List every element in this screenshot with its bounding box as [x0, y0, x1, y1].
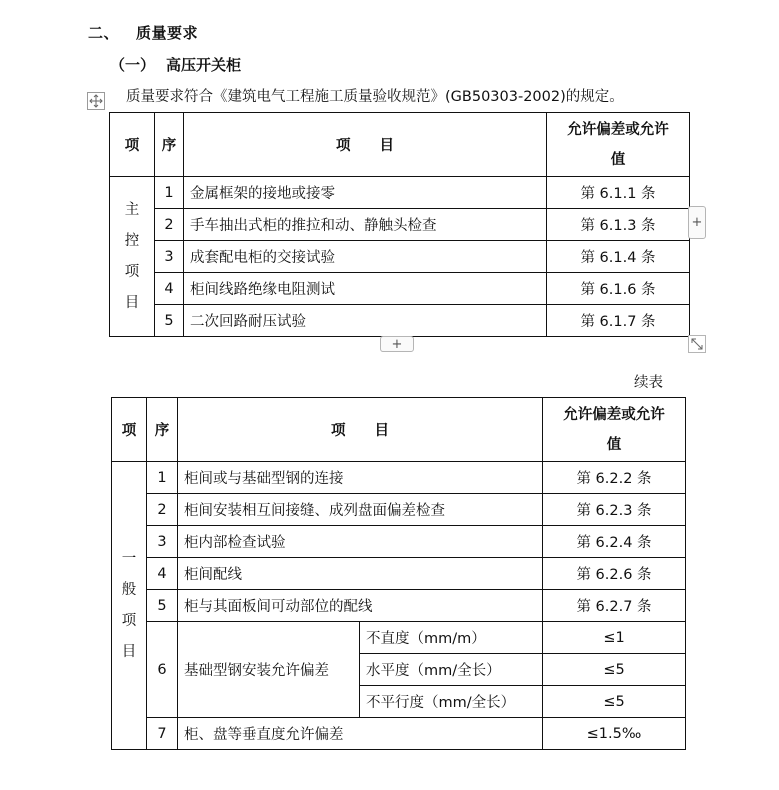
value-cell: 第 6.2.2 条	[543, 462, 686, 494]
table-row	[110, 241, 690, 273]
header-item: 项 目	[184, 113, 547, 177]
plus-icon: +	[391, 336, 403, 352]
resize-diagonal-icon	[690, 337, 704, 351]
value-cell: 第 6.2.7 条	[543, 590, 686, 622]
header-seq: 序	[155, 113, 184, 177]
subsection-heading	[110, 54, 241, 75]
add-column-button[interactable]	[688, 206, 706, 239]
table-move-handle[interactable]	[87, 92, 105, 110]
item-cell: 金属框架的接地或接零	[184, 177, 547, 209]
category-char: 一	[121, 550, 137, 567]
item-cell: 柜与其面板间可动部位的配线	[178, 590, 543, 622]
table-row	[112, 558, 686, 590]
category-char: 般	[121, 581, 137, 598]
value-cell: 第 6.1.6 条	[547, 273, 690, 305]
subsection-title: 高压开关柜	[166, 56, 242, 74]
value-cell: ≤1.5‰	[543, 718, 686, 750]
value-cell: 第 6.2.4 条	[543, 526, 686, 558]
table-row	[110, 305, 690, 337]
seq-cell: 4	[147, 558, 178, 590]
table-row	[112, 718, 686, 750]
item-cell: 柜间线路绝缘电阻测试	[184, 273, 547, 305]
header-allowance-line2: 值	[610, 151, 626, 168]
table-row	[112, 494, 686, 526]
section-title: 质量要求	[136, 24, 199, 42]
category-char: 目	[124, 294, 140, 311]
seq-cell: 3	[147, 526, 178, 558]
table-resize-handle[interactable]	[688, 335, 706, 353]
value-cell: 第 6.2.3 条	[543, 494, 686, 526]
header-allowance	[543, 398, 686, 462]
continued-label: 续表	[634, 375, 663, 391]
general-items-table	[111, 397, 686, 750]
seq-cell: 1	[155, 177, 184, 209]
header-category: 项	[110, 113, 155, 177]
seq-cell: 7	[147, 718, 178, 750]
value-cell: ≤1	[543, 622, 686, 654]
value-cell: ≤5	[543, 654, 686, 686]
table-row	[112, 462, 686, 494]
value-cell: 第 6.1.3 条	[547, 209, 690, 241]
item-cell: 柜内部检查试验	[178, 526, 543, 558]
category-char: 控	[124, 232, 140, 249]
sub-item-cell: 不直度（mm/m）	[360, 622, 543, 654]
move-arrows-icon	[89, 94, 103, 108]
item-cell: 柜间安装相互间接缝、成列盘面偏差检查	[178, 494, 543, 526]
item-cell: 成套配电柜的交接试验	[184, 241, 547, 273]
value-cell: 第 6.1.1 条	[547, 177, 690, 209]
table-row	[110, 209, 690, 241]
item-cell: 手车抽出式柜的推拉和动、静触头检查	[184, 209, 547, 241]
section-number: 二、	[88, 24, 120, 42]
header-allowance-line1: 允许偏差或允许	[567, 121, 669, 138]
category-char: 项	[121, 612, 137, 629]
item-cell: 柜间或与基础型钢的连接	[178, 462, 543, 494]
header-allowance-line1: 允许偏差或允许	[563, 406, 665, 423]
seq-cell: 2	[155, 209, 184, 241]
table-header-row	[112, 398, 686, 462]
header-allowance	[547, 113, 690, 177]
table-header-row	[110, 113, 690, 177]
sub-item-cell: 不平行度（mm/全长）	[360, 686, 543, 718]
table-row	[112, 526, 686, 558]
section-heading	[88, 22, 198, 43]
header-allowance-line2: 值	[606, 436, 622, 453]
seq-cell: 3	[155, 241, 184, 273]
value-cell: 第 6.1.7 条	[547, 305, 690, 337]
category-char: 主	[124, 201, 140, 218]
add-row-button[interactable]	[380, 336, 414, 352]
seq-cell: 5	[147, 590, 178, 622]
value-cell: 第 6.1.4 条	[547, 241, 690, 273]
header-item: 项 目	[178, 398, 543, 462]
item-cell: 柜、盘等垂直度允许偏差	[178, 718, 543, 750]
table-row	[110, 177, 690, 209]
table-row	[112, 590, 686, 622]
item-cell: 二次回路耐压试验	[184, 305, 547, 337]
seq-cell: 2	[147, 494, 178, 526]
value-cell: 第 6.2.6 条	[543, 558, 686, 590]
subsection-number: （一）	[110, 56, 156, 74]
header-category: 项	[112, 398, 147, 462]
item-cell: 基础型钢安装允许偏差	[178, 622, 360, 718]
intro-paragraph: 质量要求符合《建筑电气工程施工质量验收规范》(GB50303-2002)的规定。	[126, 89, 624, 105]
category-char: 目	[121, 643, 137, 660]
value-cell: ≤5	[543, 686, 686, 718]
table-row	[110, 273, 690, 305]
item-cell: 柜间配线	[178, 558, 543, 590]
header-seq: 序	[147, 398, 178, 462]
sub-item-cell: 水平度（mm/全长）	[360, 654, 543, 686]
category-cell	[112, 462, 147, 750]
seq-cell: 4	[155, 273, 184, 305]
category-char: 项	[124, 263, 140, 280]
table-row	[112, 622, 686, 654]
plus-icon: +	[691, 215, 703, 230]
seq-cell: 6	[147, 622, 178, 718]
category-cell	[110, 177, 155, 337]
seq-cell: 1	[147, 462, 178, 494]
seq-cell: 5	[155, 305, 184, 337]
main-control-table	[109, 112, 690, 337]
